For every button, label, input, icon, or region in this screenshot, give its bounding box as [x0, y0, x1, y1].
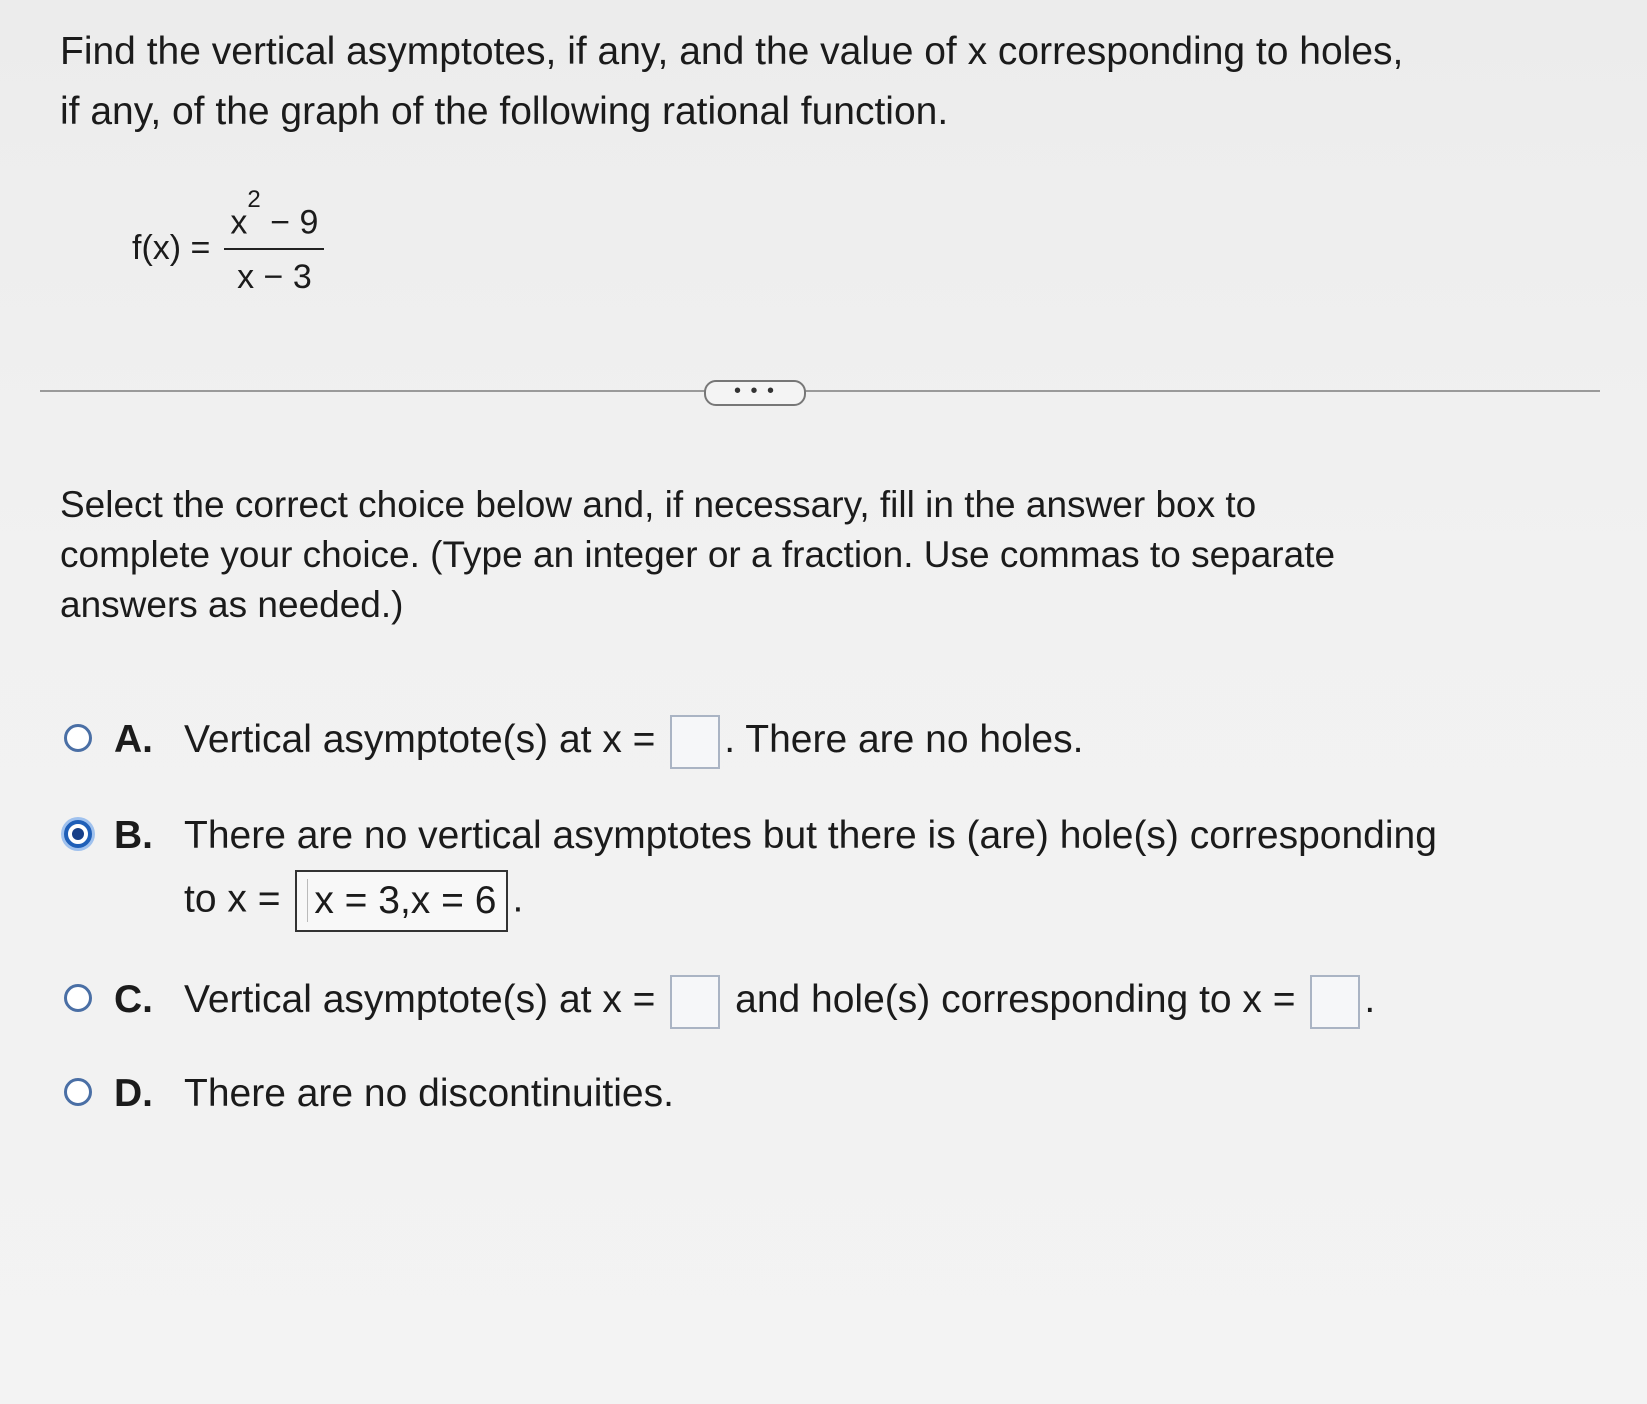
choice-c-answer-box-2[interactable]: [1310, 975, 1360, 1029]
radio-b-selected[interactable]: [64, 820, 92, 848]
choice-b-before: to x =: [184, 877, 281, 921]
choice-b-answer-value: x = 3,x = 6: [307, 879, 496, 922]
section-divider: [40, 390, 1600, 392]
more-options-button[interactable]: • • •: [704, 380, 806, 406]
instructions-line-1: Select the correct choice below and, if necessary, fill in the answer box to: [60, 484, 1257, 525]
choice-c-before: Vertical asymptote(s) at x =: [184, 978, 656, 1021]
radio-d[interactable]: [64, 1078, 92, 1106]
choice-b[interactable]: [64, 808, 1574, 932]
question-line-1: Find the vertical asymptotes, if any, and the value of x corresponding to holes,: [60, 30, 1404, 73]
choice-b-text: [184, 808, 1574, 932]
function-lhs: f(x) =: [132, 229, 211, 268]
instructions-line-2: complete your choice. (Type an integer or a fraction. Use commas to separate: [60, 534, 1336, 575]
choice-b-after: .: [512, 877, 524, 921]
choice-c-text: [184, 972, 1574, 1029]
choice-b-line-1: There are no vertical asymptotes but there is (are) hole(s) corresponding: [184, 814, 1437, 857]
choice-d-letter: D.: [114, 1072, 153, 1115]
choice-a[interactable]: [64, 712, 1574, 769]
choice-c-middle: and hole(s) corresponding to x =: [735, 978, 1296, 1021]
choice-b-answer-box[interactable]: [295, 870, 508, 932]
numerator-rest: − 9: [260, 203, 319, 242]
choice-d[interactable]: [64, 1066, 1574, 1122]
choice-a-letter: A.: [114, 718, 153, 761]
choice-d-text: There are no discontinuities.: [184, 1072, 674, 1115]
instructions-line-3: answers as needed.): [60, 584, 404, 625]
choice-b-line-2: [184, 870, 1574, 932]
instructions-text: [60, 480, 1580, 630]
radio-a[interactable]: [64, 724, 92, 752]
fraction-denominator: x − 3: [237, 258, 312, 297]
choice-a-after: . There are no holes.: [724, 718, 1084, 761]
fraction: [224, 186, 324, 297]
choice-c-letter: C.: [114, 978, 153, 1021]
choice-a-answer-box[interactable]: [670, 715, 720, 769]
numerator-exponent: 2: [247, 186, 261, 213]
question-line-2: if any, of the graph of the following rational function.: [60, 90, 949, 133]
choice-a-text: [184, 712, 1574, 769]
fraction-numerator: [224, 186, 324, 250]
function-expression: [132, 186, 324, 297]
numerator-base: x: [230, 203, 248, 242]
radio-c[interactable]: [64, 984, 92, 1012]
choice-a-before: Vertical asymptote(s) at x =: [184, 718, 656, 761]
choice-c-after: .: [1364, 978, 1376, 1021]
choice-c[interactable]: [64, 972, 1574, 1029]
question-text: [60, 22, 1580, 142]
choice-c-answer-box-1[interactable]: [670, 975, 720, 1029]
choice-b-letter: B.: [114, 814, 153, 857]
